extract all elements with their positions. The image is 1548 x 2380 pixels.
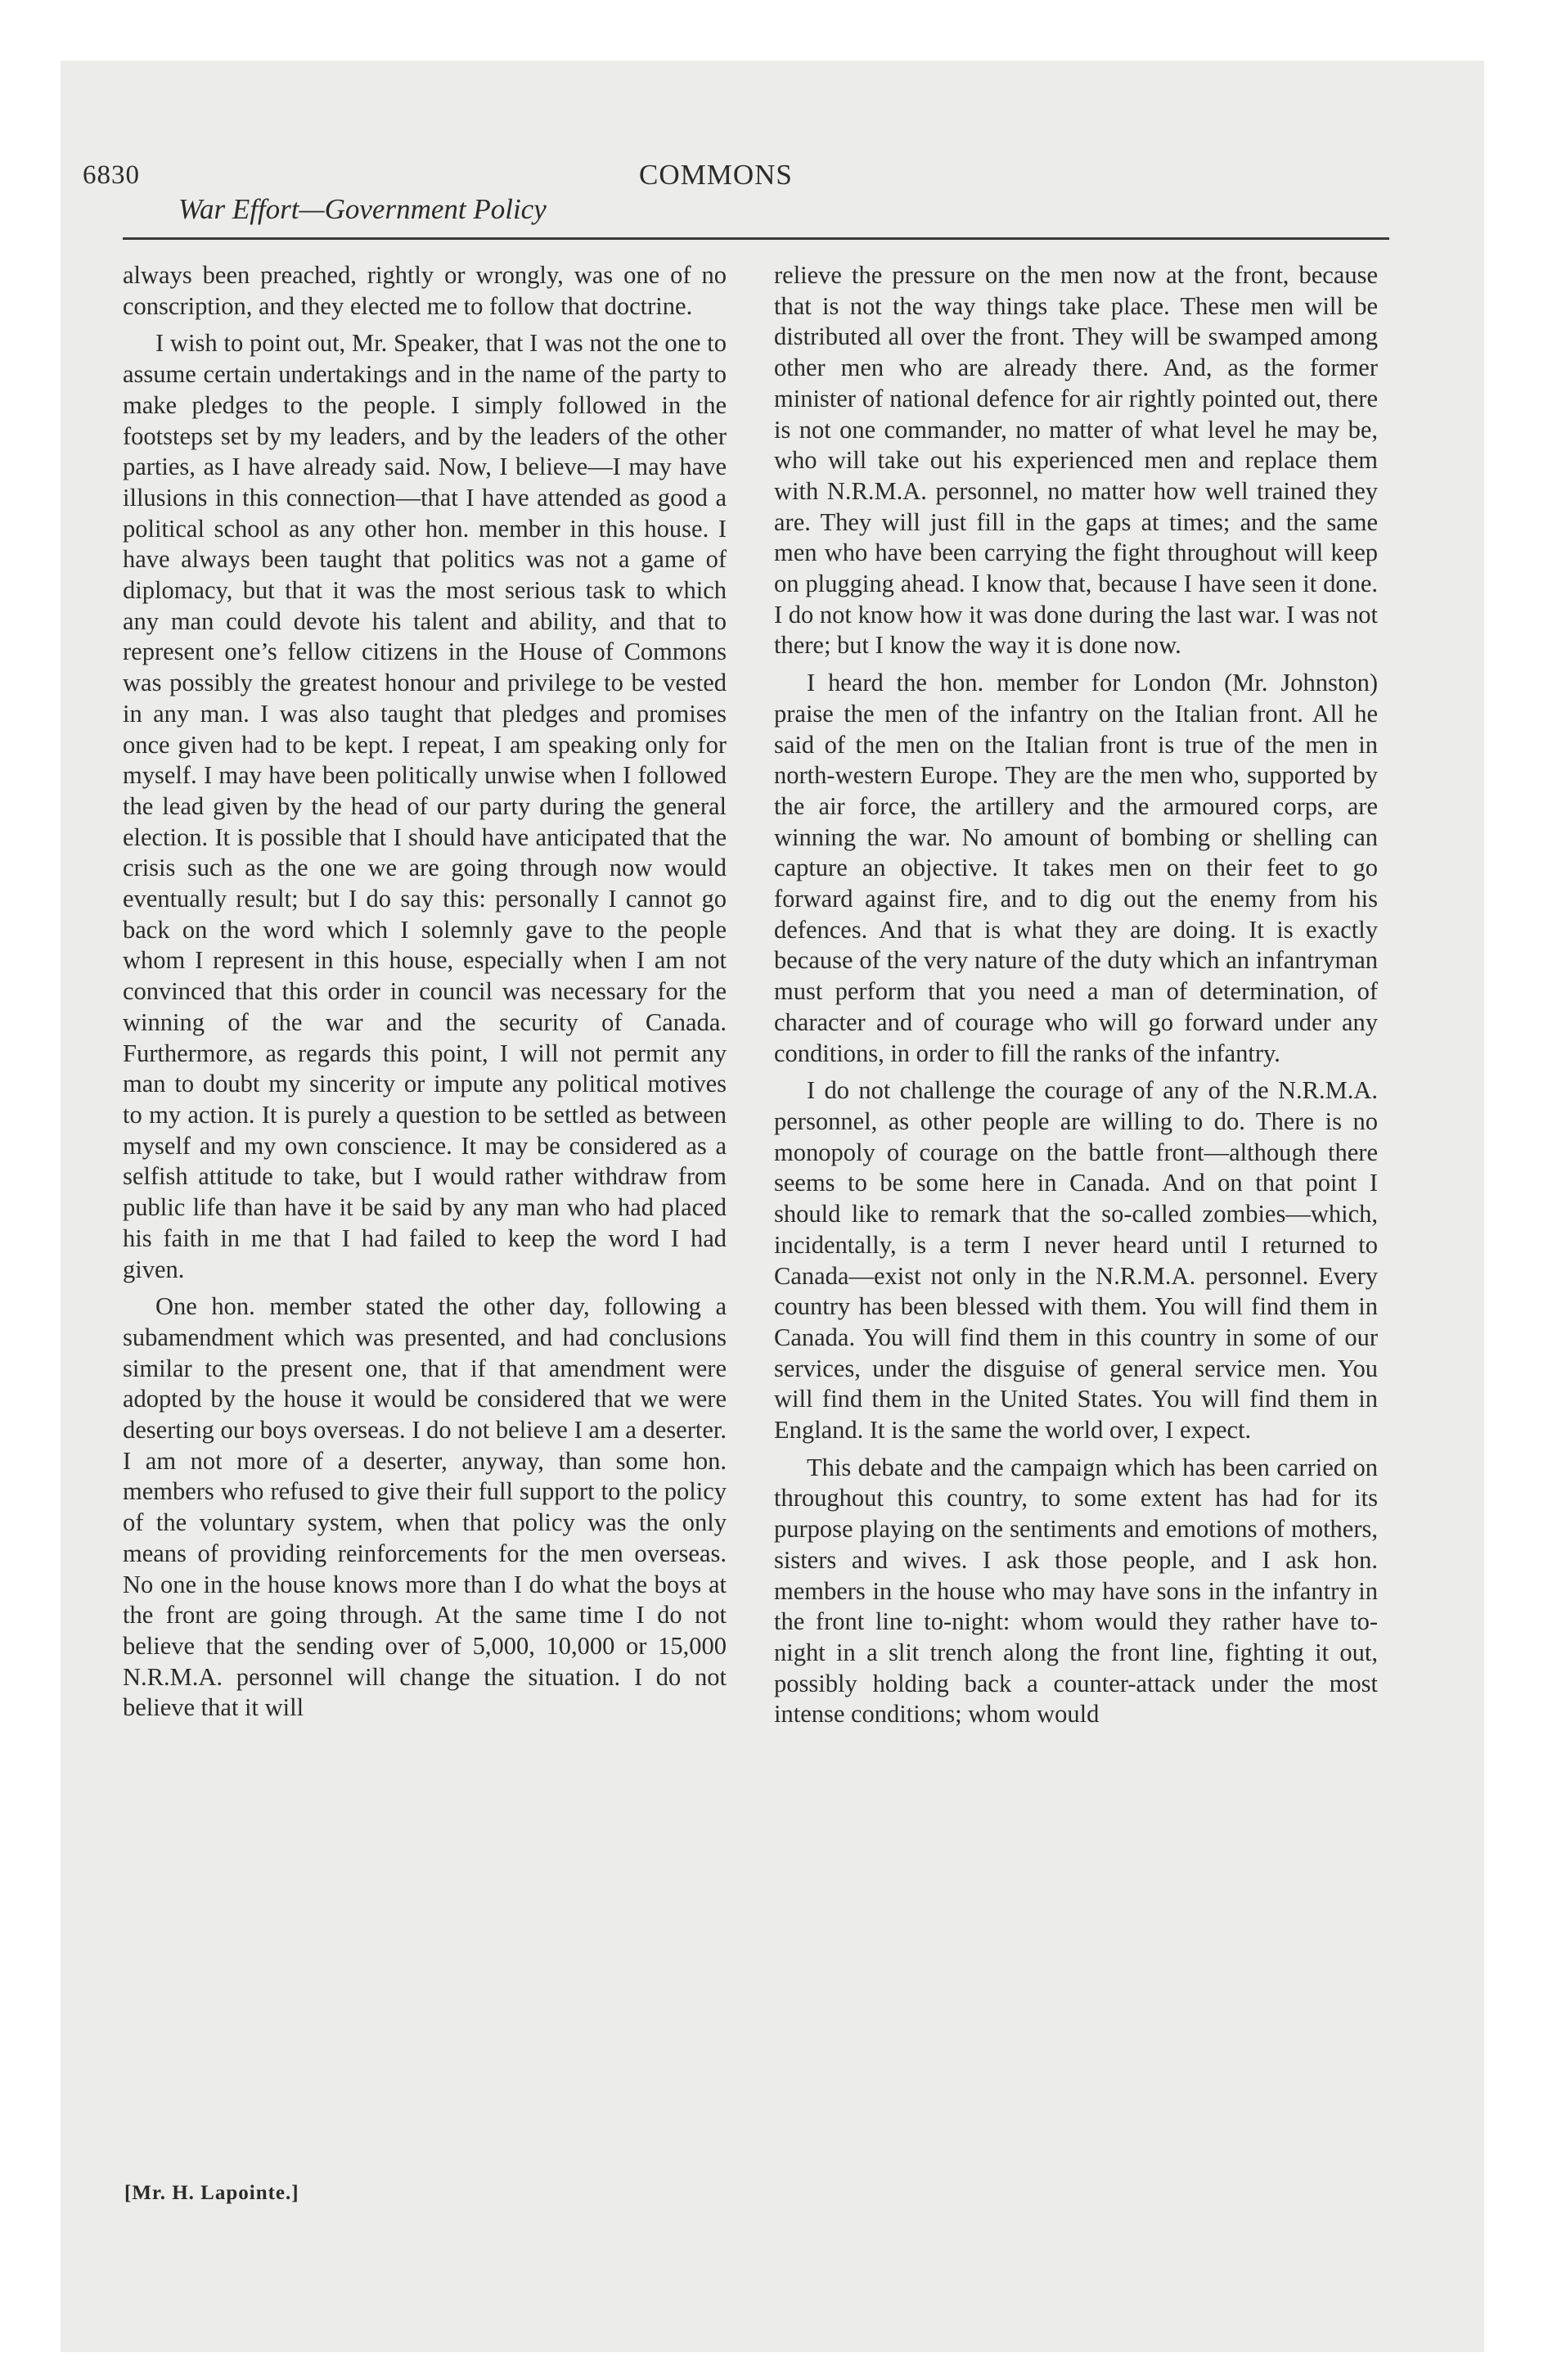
left-column [123, 260, 727, 1724]
section-title: War Effort—Government Policy [178, 193, 547, 225]
header-rule [123, 237, 1389, 240]
paragraph: One hon. member stated the other day, following a subamendment which was presented, and had conclusions similar to the present one, that if that amendment were adopted by the house it would be considered that we were deserting our boys overseas. I do not believe I am a deserter. I am not more of a deserter, anyway, than some hon. members who refused to give their full support to the policy of the voluntary system, when that policy was the only means of providing reinforcements for the men overseas. No one in the house knows more than I do what the boys at the front are going through. At the same time I do not believe that the sending over of 5,000, 10,000 or 15,000 N.R.M.A. personnel will change the situation. I do not believe that it will [123, 1292, 727, 1722]
house-name: COMMONS [639, 159, 793, 191]
paragraph: I do not challenge the courage of any of the N.R.M.A. personnel, as other people are willing to do. There is no monopoly of courage on the battle front—although there seems to be some here in Canada. And on that point I should like to remark that the so-called zombies—which, incidentally, is a term I never heard until I returned to Canada—exist not only in the N.R.M.A. personnel. Every country has been blessed with them. You will find them in Canada. You will find them in this country in some of our services, under the disguise of general service men. You will find them in the United States. You will find them in England. It is the same the world over, I expect. [774, 1076, 1378, 1445]
right-column [774, 260, 1378, 1730]
paragraph: This debate and the campaign which has been carried on throughout this country, to some extent has had for its purpose playing on the sentiments and emotions of mothers, sisters and wives. I ask those people, and I ask hon. members in the house who may have sons in the infantry in the front line to-night: whom would they rather have to-night in a slit trench along the front line, fighting it out, possibly holding back a counter-attack under the most intense conditions; whom would [774, 1453, 1378, 1729]
speaker-attribution: [Mr. H. Lapointe.] [124, 2182, 299, 2204]
paragraph: I heard the hon. member for London (Mr. Johnston) praise the men of the infantry on the Italian front. All he said of the men on the Italian front is true of the men in north-western Europe. They are the men who, supported by the air force, the artillery and the armoured corps, are winning the war. No amount of bombing or shelling can capture an objective. It takes men on their feet to go forward against fire, and to dig out the enemy from his defences. And that is what they are doing. It is exactly because of the very nature of the duty which an infantryman must perform that you need a man of determination, of character and of courage who will go forward under any conditions, in order to fill the ranks of the infantry. [774, 669, 1378, 1067]
page-number: 6830 [83, 160, 140, 190]
paragraph: I wish to point out, Mr. Speaker, that I was not the one to assume certain undertakings and in the name of the party to make pledges to the people. I simply followed in the footsteps set by my leaders, and by the leaders of the other parties, as I have already said. Now, I believe—I may have illusions in this connection—that I have attended as good a political school as any other hon. member in this house. I have always been taught that politics was not a game of diplomacy, but that it was the most serious task to which any man could devote his talent and ability, and that to represent one’s fellow citizens in the House of Commons was possibly the greatest honour and privilege to be vested in any man. I was also taught that pledges and promises once given had to be kept. I repeat, I am speaking only for myself. I may have been politically unwise when I followed the lead given by the head of our party during the general election. It is possible that I should have anticipated that the crisis such as the one we are going through now would eventually result; but I do say this: personally I cannot go back on the word which I solemnly gave to the people whom I represent in this house, especially when I am not convinced that this order in council was necessary for the winning of the war and the security of Canada. Furthermore, as regards this point, I will not permit any man to doubt my sincerity or impute any political motives to my action. It is purely a question to be settled as between myself and my own conscience. It may be considered as a selfish attitude to take, but I would rather withdraw from public life than have it be said by any man who had placed his faith in me that I had failed to keep the word I had given. [123, 329, 727, 1283]
paragraph: relieve the pressure on the men now at the front, because that is not the way things take place. These men will be distributed all over the front. They will be swamped among other men who are already there. And, as the former minister of national defence for air rightly pointed out, there is not one commander, no matter of what level he may be, who will take out his experienced men and replace them with N.R.M.A. personnel, no matter how well trained they are. They will just fill in the gaps at times; and the same men who have been carrying the fight throughout will keep on plugging ahead. I know that, because I have seen it done. I do not know how it was done during the last war. I was not there; but I know the way it is done now. [774, 261, 1378, 660]
paragraph: always been preached, rightly or wrongly, was one of no conscription, and they elected me to follow that doctrine. [123, 261, 727, 320]
